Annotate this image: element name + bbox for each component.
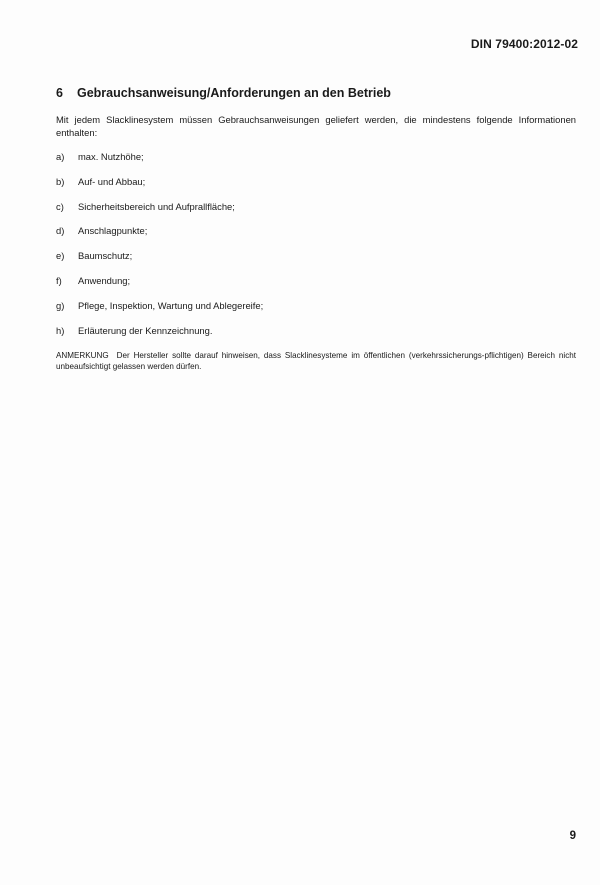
list-item-text: Pflege, Inspektion, Wartung und Ablegereife; xyxy=(78,299,264,311)
section-intro-paragraph: Mit jedem Slacklinesystem müssen Gebrauchsanweisungen geliefert werden, die mindestens folgende Informationen enthalten: xyxy=(56,114,576,138)
list-item xyxy=(56,225,576,250)
section-number: 6 xyxy=(56,86,63,100)
list-item xyxy=(56,176,576,201)
list-item xyxy=(56,325,576,350)
list-item-marker: f) xyxy=(56,274,62,286)
document-identifier: DIN 79400:2012-02 xyxy=(470,37,578,51)
list-item-text: Erläuterung der Kennzeichnung. xyxy=(78,324,213,336)
list-item xyxy=(56,250,576,275)
requirements-list xyxy=(56,151,576,349)
list-item-marker: e) xyxy=(56,250,65,262)
list-item xyxy=(56,201,576,226)
list-item xyxy=(56,275,576,300)
list-item-text: Auf- und Abbau; xyxy=(78,175,146,187)
list-item-text: Baumschutz; xyxy=(78,250,133,262)
list-item-text: Anschlagpunkte; xyxy=(78,225,148,237)
list-item-marker: b) xyxy=(56,175,65,187)
section-heading xyxy=(56,86,391,100)
note-label: ANMERKUNG xyxy=(56,351,109,360)
list-item-text: Anwendung; xyxy=(78,274,131,286)
list-item-marker: c) xyxy=(56,200,64,212)
section-title: Gebrauchsanweisung/Anforderungen an den Betrieb xyxy=(77,86,391,100)
note-paragraph xyxy=(56,350,576,372)
list-item xyxy=(56,151,576,176)
list-item-marker: g) xyxy=(56,299,65,311)
list-item-text: max. Nutzhöhe; xyxy=(78,151,144,162)
list-item-marker: h) xyxy=(56,324,65,336)
page-number: 9 xyxy=(569,830,576,842)
list-item xyxy=(56,300,576,325)
list-item-marker: a) xyxy=(56,151,65,162)
list-item-text: Sicherheitsbereich und Aufprallfläche; xyxy=(78,200,235,212)
list-item-marker: d) xyxy=(56,225,65,237)
note-text: Der Hersteller sollte darauf hinweisen, dass Slacklinesysteme im öffentlichen (verkehrssicherungs-pflichtigen) Bereich nicht unbeaufsichtigt gelassen werden dürfen. xyxy=(56,351,576,371)
